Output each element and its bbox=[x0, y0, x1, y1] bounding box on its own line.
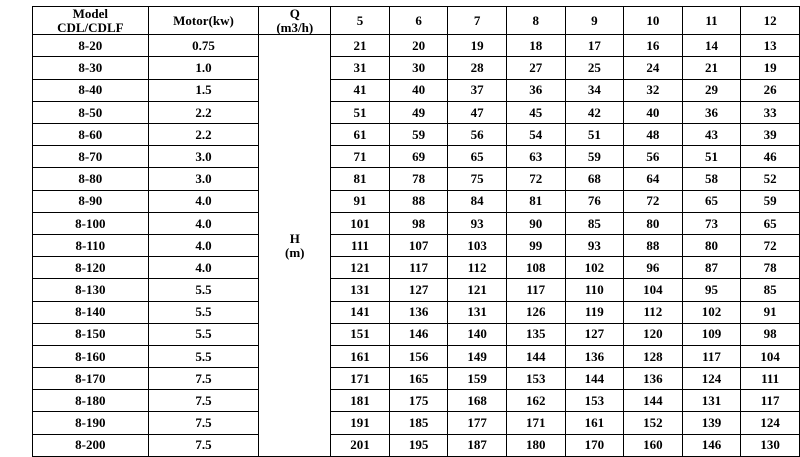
cell-head-value: 25 bbox=[565, 57, 624, 79]
cell-head-value: 177 bbox=[448, 412, 507, 434]
cell-head-value: 124 bbox=[682, 368, 741, 390]
table-row bbox=[33, 412, 800, 434]
cell-head-value: 59 bbox=[565, 146, 624, 168]
cell-head-value: 45 bbox=[506, 101, 565, 123]
cell-model: 8-140 bbox=[33, 301, 149, 323]
cell-motor: 4.0 bbox=[148, 234, 259, 256]
cell-head-value: 131 bbox=[682, 390, 741, 412]
cell-head-value: 91 bbox=[331, 190, 390, 212]
cell-head-value: 90 bbox=[506, 212, 565, 234]
cell-head-value: 20 bbox=[389, 35, 448, 57]
cell-head-value: 107 bbox=[389, 234, 448, 256]
table-row bbox=[33, 212, 800, 234]
cell-head-value: 121 bbox=[331, 257, 390, 279]
header-flow-column: 5 bbox=[331, 7, 390, 35]
cell-head-value: 16 bbox=[624, 35, 683, 57]
cell-head-value: 68 bbox=[565, 168, 624, 190]
cell-head-value: 161 bbox=[565, 412, 624, 434]
cell-model: 8-130 bbox=[33, 279, 149, 301]
cell-head-value: 96 bbox=[624, 257, 683, 279]
pump-performance-table bbox=[32, 6, 800, 457]
table-row bbox=[33, 257, 800, 279]
cell-head-value: 80 bbox=[624, 212, 683, 234]
cell-head-value: 30 bbox=[389, 57, 448, 79]
head-label-cell bbox=[259, 35, 331, 457]
cell-head-value: 144 bbox=[624, 390, 683, 412]
cell-head-value: 28 bbox=[448, 57, 507, 79]
cell-head-value: 98 bbox=[741, 323, 800, 345]
cell-head-value: 111 bbox=[331, 234, 390, 256]
cell-model: 8-150 bbox=[33, 323, 149, 345]
cell-model: 8-80 bbox=[33, 168, 149, 190]
cell-head-value: 88 bbox=[389, 190, 448, 212]
cell-motor: 2.2 bbox=[148, 101, 259, 123]
cell-head-value: 59 bbox=[389, 124, 448, 146]
cell-head-value: 27 bbox=[506, 57, 565, 79]
cell-model: 8-20 bbox=[33, 35, 149, 57]
table-row bbox=[33, 190, 800, 212]
cell-model: 8-30 bbox=[33, 57, 149, 79]
header-flow-column: 8 bbox=[506, 7, 565, 35]
table-row bbox=[33, 323, 800, 345]
cell-head-value: 130 bbox=[741, 434, 800, 456]
cell-head-value: 162 bbox=[506, 390, 565, 412]
table-row bbox=[33, 35, 800, 57]
cell-head-value: 161 bbox=[331, 345, 390, 367]
header-flow-column: 6 bbox=[389, 7, 448, 35]
header-flow-column: 9 bbox=[565, 7, 624, 35]
cell-head-value: 149 bbox=[448, 345, 507, 367]
cell-head-value: 37 bbox=[448, 79, 507, 101]
cell-motor: 3.0 bbox=[148, 168, 259, 190]
cell-motor: 5.5 bbox=[148, 323, 259, 345]
cell-head-value: 95 bbox=[682, 279, 741, 301]
cell-head-value: 61 bbox=[331, 124, 390, 146]
table-row bbox=[33, 101, 800, 123]
table-row bbox=[33, 345, 800, 367]
cell-head-value: 14 bbox=[682, 35, 741, 57]
cell-head-value: 63 bbox=[506, 146, 565, 168]
pump-performance-sheet bbox=[0, 6, 800, 453]
table-row bbox=[33, 301, 800, 323]
cell-motor: 5.5 bbox=[148, 279, 259, 301]
cell-head-value: 191 bbox=[331, 412, 390, 434]
cell-model: 8-160 bbox=[33, 345, 149, 367]
cell-head-value: 87 bbox=[682, 257, 741, 279]
cell-head-value: 85 bbox=[741, 279, 800, 301]
cell-head-value: 160 bbox=[624, 434, 683, 456]
cell-head-value: 81 bbox=[506, 190, 565, 212]
header-flow-column: 7 bbox=[448, 7, 507, 35]
cell-head-value: 98 bbox=[389, 212, 448, 234]
cell-head-value: 51 bbox=[331, 101, 390, 123]
cell-head-value: 78 bbox=[389, 168, 448, 190]
cell-head-value: 42 bbox=[565, 101, 624, 123]
header-flow-column: 10 bbox=[624, 7, 683, 35]
cell-motor: 3.0 bbox=[148, 146, 259, 168]
cell-head-value: 141 bbox=[331, 301, 390, 323]
cell-motor: 1.5 bbox=[148, 79, 259, 101]
cell-head-value: 41 bbox=[331, 79, 390, 101]
cell-head-value: 108 bbox=[506, 257, 565, 279]
cell-head-value: 33 bbox=[741, 101, 800, 123]
cell-head-value: 127 bbox=[565, 323, 624, 345]
cell-head-value: 76 bbox=[565, 190, 624, 212]
cell-head-value: 36 bbox=[506, 79, 565, 101]
cell-motor: 1.0 bbox=[148, 57, 259, 79]
cell-head-value: 102 bbox=[682, 301, 741, 323]
cell-head-value: 21 bbox=[331, 35, 390, 57]
cell-head-value: 136 bbox=[624, 368, 683, 390]
cell-head-value: 201 bbox=[331, 434, 390, 456]
header-flow-unit: (m3/h) bbox=[276, 19, 314, 35]
cell-head-value: 140 bbox=[448, 323, 507, 345]
cell-head-value: 88 bbox=[624, 234, 683, 256]
header-flow-cell bbox=[259, 7, 331, 35]
cell-head-value: 112 bbox=[624, 301, 683, 323]
cell-head-value: 26 bbox=[741, 79, 800, 101]
cell-head-value: 126 bbox=[506, 301, 565, 323]
cell-head-value: 40 bbox=[389, 79, 448, 101]
cell-head-value: 17 bbox=[565, 35, 624, 57]
cell-head-value: 117 bbox=[506, 279, 565, 301]
cell-motor: 5.5 bbox=[148, 301, 259, 323]
cell-motor: 7.5 bbox=[148, 412, 259, 434]
cell-head-value: 64 bbox=[624, 168, 683, 190]
table-row bbox=[33, 168, 800, 190]
header-model-line1: Model bbox=[72, 6, 109, 21]
table-row bbox=[33, 79, 800, 101]
cell-head-value: 69 bbox=[389, 146, 448, 168]
cell-head-value: 165 bbox=[389, 368, 448, 390]
cell-head-value: 19 bbox=[741, 57, 800, 79]
header-model-line2: CDL/CDLF bbox=[57, 19, 124, 35]
cell-model: 8-120 bbox=[33, 257, 149, 279]
cell-model: 8-100 bbox=[33, 212, 149, 234]
cell-head-value: 103 bbox=[448, 234, 507, 256]
cell-head-value: 119 bbox=[565, 301, 624, 323]
cell-motor: 4.0 bbox=[148, 190, 259, 212]
cell-head-value: 51 bbox=[682, 146, 741, 168]
cell-head-value: 187 bbox=[448, 434, 507, 456]
cell-head-value: 104 bbox=[624, 279, 683, 301]
cell-head-value: 93 bbox=[448, 212, 507, 234]
table-row bbox=[33, 124, 800, 146]
cell-head-value: 31 bbox=[331, 57, 390, 79]
cell-head-value: 29 bbox=[682, 79, 741, 101]
cell-head-value: 73 bbox=[682, 212, 741, 234]
cell-head-value: 117 bbox=[741, 390, 800, 412]
cell-head-value: 84 bbox=[448, 190, 507, 212]
table-row bbox=[33, 390, 800, 412]
cell-head-value: 121 bbox=[448, 279, 507, 301]
cell-head-value: 47 bbox=[448, 101, 507, 123]
cell-head-value: 151 bbox=[331, 323, 390, 345]
cell-head-value: 120 bbox=[624, 323, 683, 345]
cell-head-value: 54 bbox=[506, 124, 565, 146]
cell-head-value: 131 bbox=[448, 301, 507, 323]
header-motor-cell: Motor(kw) bbox=[148, 7, 259, 35]
cell-head-value: 168 bbox=[448, 390, 507, 412]
cell-head-value: 65 bbox=[682, 190, 741, 212]
cell-head-value: 170 bbox=[565, 434, 624, 456]
cell-head-value: 110 bbox=[565, 279, 624, 301]
cell-head-value: 36 bbox=[682, 101, 741, 123]
cell-head-value: 72 bbox=[624, 190, 683, 212]
cell-head-value: 144 bbox=[506, 345, 565, 367]
cell-head-value: 75 bbox=[448, 168, 507, 190]
cell-head-value: 144 bbox=[565, 368, 624, 390]
head-unit: (m) bbox=[285, 244, 305, 260]
cell-motor: 7.5 bbox=[148, 390, 259, 412]
cell-model: 8-180 bbox=[33, 390, 149, 412]
header-flow-column: 11 bbox=[682, 7, 741, 35]
cell-head-value: 146 bbox=[389, 323, 448, 345]
cell-head-value: 48 bbox=[624, 124, 683, 146]
cell-head-value: 19 bbox=[448, 35, 507, 57]
cell-head-value: 171 bbox=[331, 368, 390, 390]
cell-head-value: 131 bbox=[331, 279, 390, 301]
cell-model: 8-90 bbox=[33, 190, 149, 212]
cell-head-value: 65 bbox=[448, 146, 507, 168]
table-row bbox=[33, 146, 800, 168]
cell-head-value: 72 bbox=[741, 234, 800, 256]
cell-head-value: 40 bbox=[624, 101, 683, 123]
table-row bbox=[33, 57, 800, 79]
cell-head-value: 109 bbox=[682, 323, 741, 345]
table-row bbox=[33, 279, 800, 301]
cell-head-value: 85 bbox=[565, 212, 624, 234]
cell-head-value: 91 bbox=[741, 301, 800, 323]
cell-head-value: 156 bbox=[389, 345, 448, 367]
cell-head-value: 175 bbox=[389, 390, 448, 412]
header-model-cell bbox=[33, 7, 149, 35]
cell-head-value: 21 bbox=[682, 57, 741, 79]
table-row bbox=[33, 234, 800, 256]
cell-head-value: 117 bbox=[682, 345, 741, 367]
cell-head-value: 135 bbox=[506, 323, 565, 345]
cell-head-value: 117 bbox=[389, 257, 448, 279]
cell-motor: 0.75 bbox=[148, 35, 259, 57]
cell-head-value: 112 bbox=[448, 257, 507, 279]
cell-head-value: 13 bbox=[741, 35, 800, 57]
cell-head-value: 127 bbox=[389, 279, 448, 301]
cell-head-value: 195 bbox=[389, 434, 448, 456]
cell-head-value: 139 bbox=[682, 412, 741, 434]
cell-head-value: 93 bbox=[565, 234, 624, 256]
cell-head-value: 101 bbox=[331, 212, 390, 234]
cell-head-value: 24 bbox=[624, 57, 683, 79]
cell-head-value: 102 bbox=[565, 257, 624, 279]
cell-model: 8-70 bbox=[33, 146, 149, 168]
cell-model: 8-110 bbox=[33, 234, 149, 256]
cell-motor: 5.5 bbox=[148, 345, 259, 367]
cell-model: 8-170 bbox=[33, 368, 149, 390]
cell-head-value: 18 bbox=[506, 35, 565, 57]
cell-model: 8-200 bbox=[33, 434, 149, 456]
table-row bbox=[33, 368, 800, 390]
cell-head-value: 52 bbox=[741, 168, 800, 190]
cell-head-value: 49 bbox=[389, 101, 448, 123]
cell-head-value: 124 bbox=[741, 412, 800, 434]
cell-head-value: 46 bbox=[741, 146, 800, 168]
cell-head-value: 99 bbox=[506, 234, 565, 256]
cell-head-value: 171 bbox=[506, 412, 565, 434]
cell-head-value: 34 bbox=[565, 79, 624, 101]
cell-head-value: 152 bbox=[624, 412, 683, 434]
head-symbol: H bbox=[289, 230, 300, 246]
table-row bbox=[33, 434, 800, 456]
cell-head-value: 32 bbox=[624, 79, 683, 101]
cell-head-value: 59 bbox=[741, 190, 800, 212]
cell-head-value: 71 bbox=[331, 146, 390, 168]
cell-head-value: 56 bbox=[448, 124, 507, 146]
cell-motor: 4.0 bbox=[148, 212, 259, 234]
header-flow-column: 12 bbox=[741, 7, 800, 35]
cell-head-value: 51 bbox=[565, 124, 624, 146]
cell-head-value: 181 bbox=[331, 390, 390, 412]
cell-head-value: 185 bbox=[389, 412, 448, 434]
cell-head-value: 72 bbox=[506, 168, 565, 190]
cell-head-value: 65 bbox=[741, 212, 800, 234]
cell-head-value: 81 bbox=[331, 168, 390, 190]
table-header-row bbox=[33, 7, 800, 35]
cell-head-value: 153 bbox=[565, 390, 624, 412]
cell-head-value: 43 bbox=[682, 124, 741, 146]
cell-motor: 2.2 bbox=[148, 124, 259, 146]
cell-model: 8-60 bbox=[33, 124, 149, 146]
cell-head-value: 159 bbox=[448, 368, 507, 390]
cell-head-value: 180 bbox=[506, 434, 565, 456]
cell-head-value: 56 bbox=[624, 146, 683, 168]
cell-motor: 7.5 bbox=[148, 434, 259, 456]
cell-head-value: 153 bbox=[506, 368, 565, 390]
cell-head-value: 58 bbox=[682, 168, 741, 190]
cell-model: 8-50 bbox=[33, 101, 149, 123]
cell-head-value: 104 bbox=[741, 345, 800, 367]
cell-head-value: 39 bbox=[741, 124, 800, 146]
cell-motor: 4.0 bbox=[148, 257, 259, 279]
cell-model: 8-190 bbox=[33, 412, 149, 434]
cell-head-value: 78 bbox=[741, 257, 800, 279]
cell-head-value: 136 bbox=[389, 301, 448, 323]
header-flow-symbol: Q bbox=[289, 6, 300, 21]
cell-head-value: 128 bbox=[624, 345, 683, 367]
cell-head-value: 146 bbox=[682, 434, 741, 456]
cell-head-value: 111 bbox=[741, 368, 800, 390]
cell-motor: 7.5 bbox=[148, 368, 259, 390]
cell-head-value: 80 bbox=[682, 234, 741, 256]
cell-head-value: 136 bbox=[565, 345, 624, 367]
cell-model: 8-40 bbox=[33, 79, 149, 101]
